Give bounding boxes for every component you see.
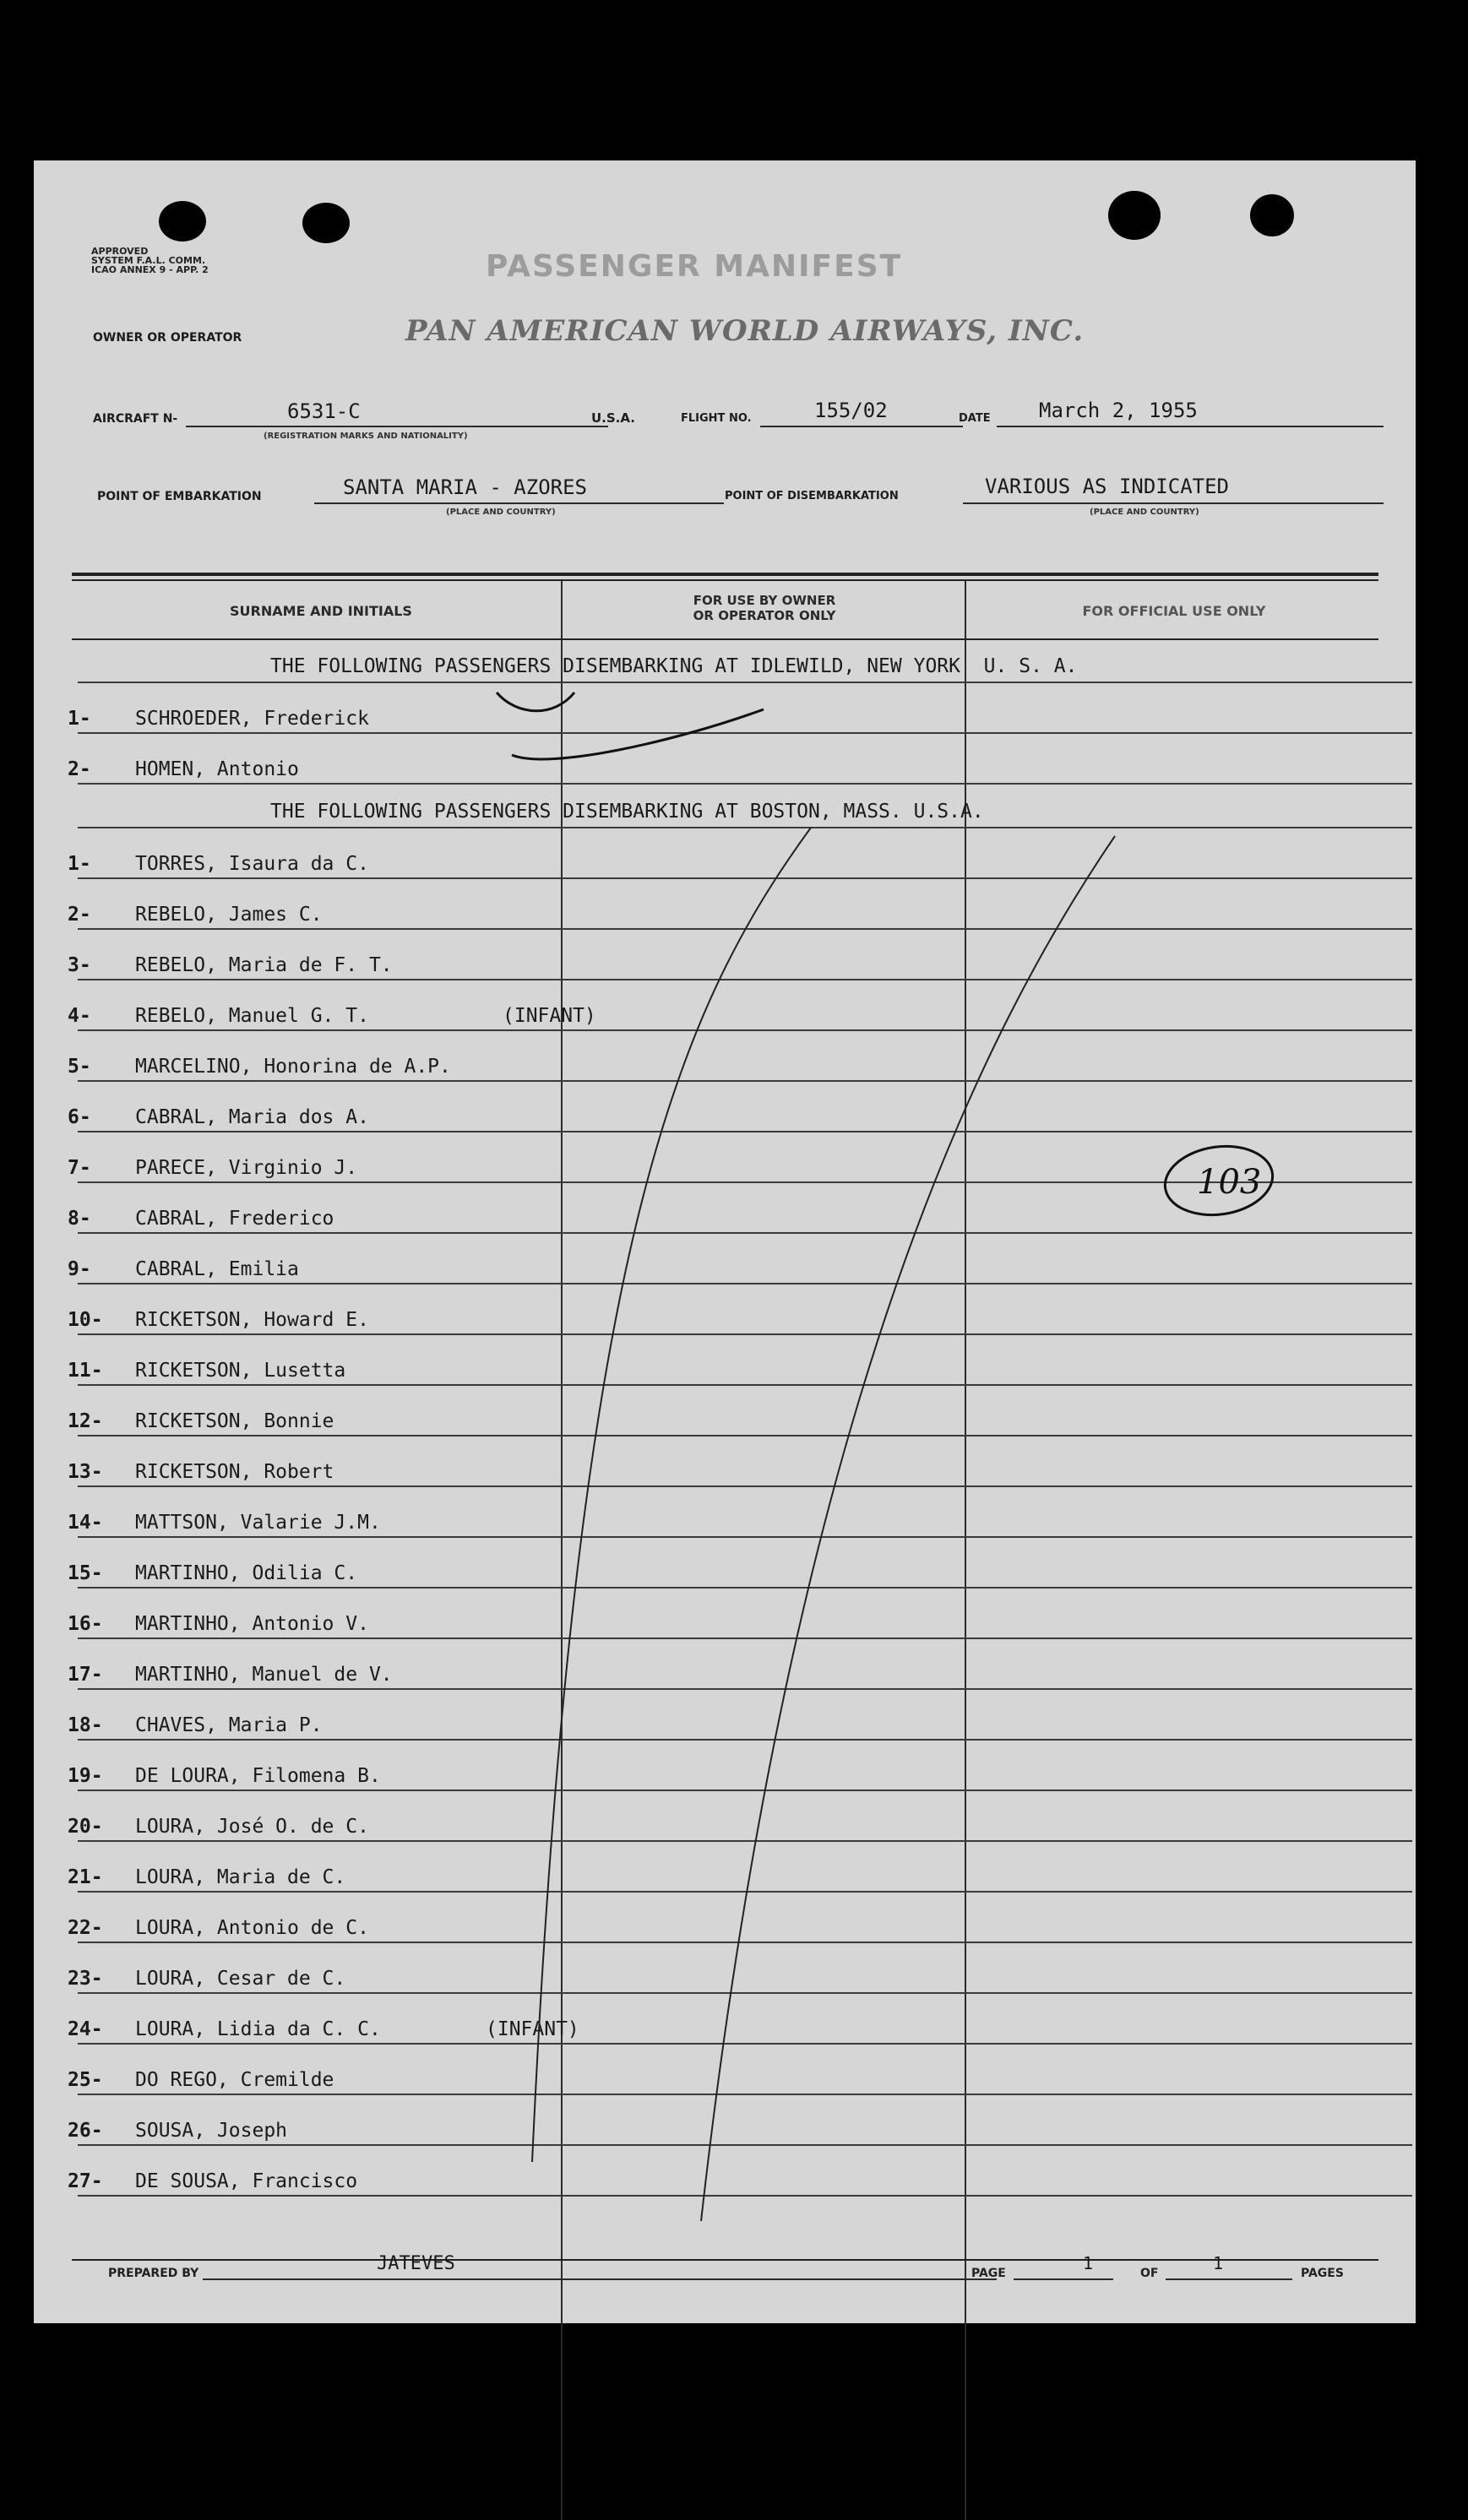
passenger-number: 14- xyxy=(68,1512,103,1534)
passenger-name: REBELO, Maria de F. T. xyxy=(135,954,393,976)
disembark-sub-label: (PLACE AND COUNTRY) xyxy=(1090,508,1199,517)
passenger-name: CHAVES, Maria P. xyxy=(135,1714,323,1736)
flight-label: FLIGHT NO. xyxy=(681,412,752,425)
passenger-number: 9- xyxy=(68,1258,91,1280)
passenger-number: 17- xyxy=(68,1664,103,1686)
passenger-name: DE SOUSA, Francisco xyxy=(135,2170,358,2192)
passenger-number: 27- xyxy=(68,2170,103,2192)
page-count: 1 xyxy=(1213,2253,1224,2273)
pen-slash-line xyxy=(701,836,1115,2221)
flight-value: 155/02 xyxy=(814,399,888,422)
prepared-by-value: JATEVES xyxy=(377,2253,455,2274)
passenger-name: SOUSA, Joseph xyxy=(135,2120,288,2142)
page-number: 1 xyxy=(1083,2253,1094,2273)
passenger-name: CABRAL, Frederico xyxy=(135,1208,334,1230)
aircraft-value: 6531-C xyxy=(287,399,361,423)
of-label: OF xyxy=(1140,2267,1159,2280)
pages-label: PAGES xyxy=(1301,2267,1344,2280)
passenger-number: 20- xyxy=(68,1816,103,1838)
passenger-name: LOURA, Cesar de C. xyxy=(135,1968,346,1990)
column-header-official: FOR OFFICIAL USE ONLY xyxy=(1082,603,1266,619)
embark-value: SANTA MARIA - AZORES xyxy=(343,475,587,499)
pen-stroke xyxy=(512,709,764,759)
page-label: PAGE xyxy=(971,2267,1006,2280)
passenger-number: 23- xyxy=(68,1968,103,1990)
embark-sub-label: (PLACE AND COUNTRY) xyxy=(446,508,556,517)
passenger-number: 16- xyxy=(68,1613,103,1635)
airline-name: PAN AMERICAN WORLD AIRWAYS, INC. xyxy=(405,314,1085,348)
passenger-name: LOURA, Lidia da C. C. xyxy=(135,2018,381,2040)
passenger-number: 24- xyxy=(68,2018,103,2040)
passenger-name: MARTINHO, Manuel de V. xyxy=(135,1664,393,1686)
passenger-name: SCHROEDER, Frederick xyxy=(135,708,369,730)
infant-note: (INFANT) xyxy=(503,1005,596,1027)
prepared-by-label: PREPARED BY xyxy=(108,2267,199,2280)
passenger-number: 10- xyxy=(68,1309,103,1331)
infant-note: (INFANT) xyxy=(486,2018,579,2040)
passenger-number: 26- xyxy=(68,2120,103,2142)
passenger-name: RICKETSON, Lusetta xyxy=(135,1360,346,1382)
passenger-name: DO REGO, Cremilde xyxy=(135,2069,334,2091)
passenger-name: LOURA, Antonio de C. xyxy=(135,1917,369,1939)
passenger-number: 2- xyxy=(68,904,91,926)
circled-annotation-text: 103 xyxy=(1197,1163,1262,1202)
passenger-number: 21- xyxy=(68,1866,103,1888)
passenger-number: 19- xyxy=(68,1765,103,1787)
section-heading-idlewild: THE FOLLOWING PASSENGERS DISEMBARKING AT IDLEWILD, NEW YORK U. S. A. xyxy=(270,655,1078,677)
passenger-number: 22- xyxy=(68,1917,103,1939)
usa-label: U.S.A. xyxy=(591,410,635,426)
page-title: PASSENGER MANIFEST xyxy=(486,249,903,284)
column-header-owner-use-line: FOR USE BY OWNER xyxy=(693,593,836,608)
passenger-name: LOURA, Maria de C. xyxy=(135,1866,346,1888)
passenger-number: 15- xyxy=(68,1562,103,1584)
passenger-number: 3- xyxy=(68,954,91,976)
passenger-number: 25- xyxy=(68,2069,103,2091)
passenger-name: DE LOURA, Filomena B. xyxy=(135,1765,381,1787)
passenger-name: REBELO, James C. xyxy=(135,904,323,926)
date-label: DATE xyxy=(959,412,991,425)
passenger-name: HOMEN, Antonio xyxy=(135,758,299,780)
section-heading-boston: THE FOLLOWING PASSENGERS DISEMBARKING AT BOSTON, MASS. U.S.A. xyxy=(270,801,984,823)
passenger-name: PARECE, Virginio J. xyxy=(135,1157,358,1179)
disembark-value: VARIOUS AS INDICATED xyxy=(985,475,1229,498)
passenger-name: MARTINHO, Odilia C. xyxy=(135,1562,358,1584)
column-header-surname: SURNAME AND INITIALS xyxy=(230,603,412,619)
passenger-number: 8- xyxy=(68,1208,91,1230)
aircraft-label: AIRCRAFT N- xyxy=(93,412,178,426)
passenger-number: 11- xyxy=(68,1360,103,1382)
owner-label: OWNER OR OPERATOR xyxy=(93,331,242,345)
passenger-name: LOURA, José O. de C. xyxy=(135,1816,369,1838)
date-value: March 2, 1955 xyxy=(1039,399,1198,422)
pen-slash-line xyxy=(532,828,811,2162)
passenger-name: RICKETSON, Howard E. xyxy=(135,1309,369,1331)
passenger-number: 18- xyxy=(68,1714,103,1736)
pen-check-mark xyxy=(497,692,574,711)
passenger-number: 4- xyxy=(68,1005,91,1027)
passenger-number: 1- xyxy=(68,708,91,730)
passenger-name: TORRES, Isaura da C. xyxy=(135,853,369,875)
aircraft-sub-label: (REGISTRATION MARKS AND NATIONALITY) xyxy=(264,432,468,441)
column-header-owner-use-line: OR OPERATOR ONLY xyxy=(693,608,836,623)
passenger-number: 12- xyxy=(68,1410,103,1432)
passenger-number: 7- xyxy=(68,1157,91,1179)
passenger-number: 1- xyxy=(68,853,91,875)
passenger-number: 6- xyxy=(68,1106,91,1128)
passenger-number: 13- xyxy=(68,1461,103,1483)
disembark-label: POINT OF DISEMBARKATION xyxy=(725,490,899,502)
approved-line: APPROVED xyxy=(91,246,149,257)
embark-label: POINT OF EMBARKATION xyxy=(97,490,262,503)
passenger-number: 5- xyxy=(68,1056,91,1078)
passenger-name: MARCELINO, Honorina de A.P. xyxy=(135,1056,451,1078)
passenger-name: RICKETSON, Bonnie xyxy=(135,1410,334,1432)
handwritten-marks xyxy=(34,160,1416,2323)
passenger-name: CABRAL, Maria dos A. xyxy=(135,1106,369,1128)
passenger-name: REBELO, Manuel G. T. xyxy=(135,1005,369,1027)
passenger-number: 2- xyxy=(68,758,91,780)
passenger-name: MATTSON, Valarie J.M. xyxy=(135,1512,381,1534)
passenger-name: RICKETSON, Robert xyxy=(135,1461,334,1483)
approved-line: SYSTEM F.A.L. COMM. xyxy=(91,255,206,266)
manifest-page xyxy=(34,160,1416,2323)
passenger-name: CABRAL, Emilia xyxy=(135,1258,299,1280)
passenger-name: MARTINHO, Antonio V. xyxy=(135,1613,369,1635)
approved-line: ICAO ANNEX 9 - APP. 2 xyxy=(91,264,209,275)
